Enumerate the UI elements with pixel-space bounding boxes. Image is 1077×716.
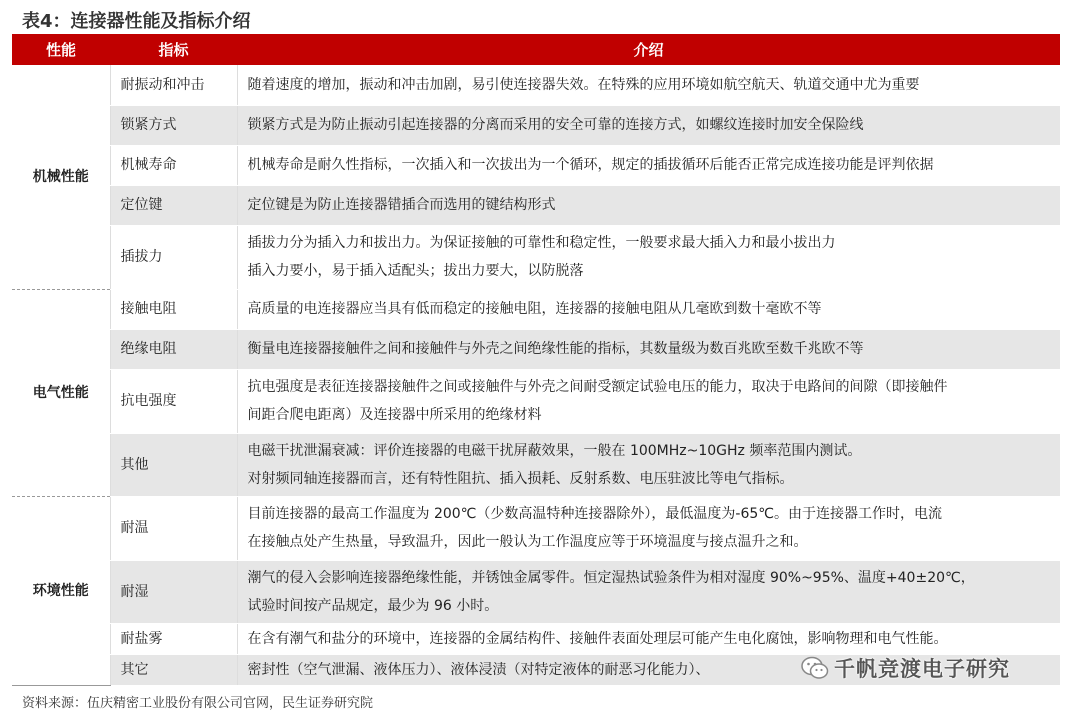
- intro-cell: [237, 496, 1060, 560]
- table-row: [12, 65, 1060, 105]
- intro-cell: [237, 225, 1060, 289]
- wechat-icon: [800, 655, 830, 681]
- intro-line: 插拔力分为插入力和拔出力。为保证接触的可靠性和稳定性，一般要求最大插入力和最小拔出力: [247, 235, 836, 251]
- intro-line: 衡量电连接器接触件之间和接触件与外壳之间绝缘性能的指标，其数量级为数百兆欧至数千兆欧不等: [247, 341, 864, 357]
- intro-line: 试验时间按产品规定，最少为 96 小时。: [247, 597, 499, 614]
- intro-line: 定位键是为防止连接器错插合而选用的键结构形式: [247, 197, 556, 213]
- metric-cell: 定位键: [110, 185, 237, 225]
- table-row: [12, 225, 1060, 289]
- header-category: 性能: [12, 34, 110, 65]
- intro-cell: [237, 289, 1060, 329]
- table-row: [12, 433, 1060, 496]
- table-row: [12, 496, 1060, 560]
- metric-cell: 绝缘电阻: [110, 329, 237, 369]
- intro-line: 对射频同轴连接器而言，还有特性阻抗、插入损耗、反射系数、电压驻波比等电气指标。: [247, 470, 794, 487]
- intro-cell: [237, 560, 1060, 623]
- intro-line: 密封性（空气泄漏、液体压力）、液体浸渍（对特定液体的耐恶习化能力）、: [247, 661, 710, 678]
- metric-cell: 抗电强度: [110, 369, 237, 433]
- metric-cell: 耐湿: [110, 560, 237, 623]
- intro-line: 机械寿命是耐久性指标，一次插入和一次拔出为一个循环，规定的插拔循环后能否正常完成连接功能是评判依据: [247, 157, 934, 173]
- table-row: [12, 623, 1060, 654]
- intro-cell: [237, 369, 1060, 433]
- table-row: [12, 560, 1060, 623]
- intro-line: 在含有潮气和盐分的环境中，连接器的金属结构件、接触件表面处理层可能产生电化腐蚀，影响物理和电气性能。: [247, 630, 948, 647]
- metric-cell: 耐盐雾: [110, 623, 237, 654]
- intro-cell: [237, 623, 1060, 654]
- table-row: [12, 105, 1060, 145]
- header-metric: 指标: [110, 34, 237, 65]
- watermark: [800, 653, 1010, 683]
- watermark-text: 千帆竞渡电子研究: [834, 657, 1010, 681]
- intro-line: 在接触点处产生热量，导致温升，因此一般认为工作温度应等于环境温度与接点温升之和。: [247, 534, 808, 550]
- header-intro: 介绍: [237, 34, 1060, 65]
- table-row: [12, 329, 1060, 369]
- intro-line: 抗电强度是表征连接器接触件之间或接触件与外壳之间耐受额定试验电压的能力，取决于电路间的间隙（即接触件: [247, 379, 948, 395]
- category-mechanical: 机械性能: [12, 65, 110, 289]
- intro-cell: [237, 433, 1060, 496]
- connector-performance-table: [12, 34, 1060, 686]
- intro-line: 目前连接器的最高工作温度为 200℃（少数高温特种连接器除外），最低温度为-65℃。由于连接器工作时，电流: [247, 506, 942, 522]
- metric-cell: 插拔力: [110, 225, 237, 289]
- intro-cell: [237, 105, 1060, 145]
- table-row: [12, 185, 1060, 225]
- source-note: 资料来源：伍庆精密工业股份有限公司官网，民生证券研究院: [22, 696, 374, 711]
- intro-cell: [237, 185, 1060, 225]
- metric-cell: 接触电阻: [110, 289, 237, 329]
- category-electrical: 电气性能: [12, 289, 110, 496]
- table-row: [12, 289, 1060, 329]
- intro-cell: [237, 65, 1060, 105]
- table-header-row: [12, 34, 1060, 65]
- metric-cell: 机械寿命: [110, 145, 237, 185]
- intro-cell: [237, 145, 1060, 185]
- metric-cell: 其他: [110, 433, 237, 496]
- intro-line: 随着速度的增加，振动和冲击加剧，易引使连接器失效。在特殊的应用环境如航空航天、轨道交通中尤为重要: [247, 76, 920, 93]
- metric-cell: 耐振动和冲击: [110, 65, 237, 105]
- intro-line: 锁紧方式是为防止振动引起连接器的分离而采用的安全可靠的连接方式，如螺纹连接时加安全保险线: [247, 117, 864, 133]
- intro-line: 间距合爬电距离）及连接器中所采用的绝缘材料: [247, 407, 542, 423]
- table-title: 表4：连接器性能及指标介绍: [22, 11, 251, 32]
- table-row: [12, 369, 1060, 433]
- table-row: [12, 145, 1060, 185]
- category-environmental: 环境性能: [12, 496, 110, 685]
- intro-line: 插入力要小，易于插入适配头；拔出力要大，以防脱落: [247, 263, 584, 279]
- metric-cell: 耐温: [110, 496, 237, 560]
- intro-cell: [237, 329, 1060, 369]
- intro-line: 高质量的电连接器应当具有低而稳定的接触电阻，连接器的接触电阻从几毫欧到数十毫欧不等: [247, 301, 822, 317]
- intro-line: 电磁干扰泄漏衰减：评价连接器的电磁干扰屏蔽效果，一般在 100MHz~10GHz 频率范围内测试。: [247, 442, 862, 459]
- intro-line: 潮气的侵入会影响连接器绝缘性能，并锈蚀金属零件。恒定湿热试验条件为相对湿度 90%~95%、温度+40±20℃，: [247, 569, 975, 586]
- metric-cell: 锁紧方式: [110, 105, 237, 145]
- metric-cell: 其它: [110, 654, 237, 685]
